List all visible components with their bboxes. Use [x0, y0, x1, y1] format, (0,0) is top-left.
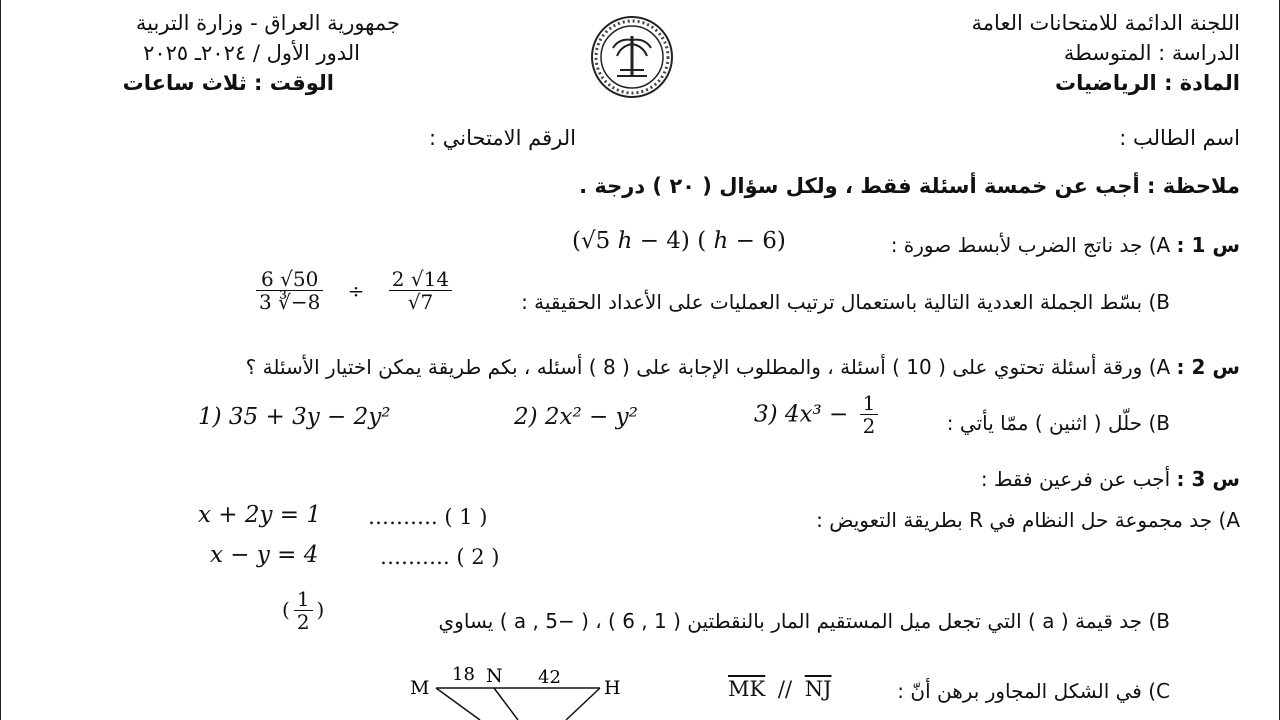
q3-a-text: A) جد مجموعة حل النظام في R بطريقة التعويض :	[816, 508, 1240, 532]
q1-b-fraction-2: $\frac{6 √50}{3 ∛-8}$	[256, 268, 323, 314]
committee-title: اللجنة الدائمة للامتحانات العامة	[971, 11, 1240, 35]
q2-item-3: 3) 4x³ − $\frac{1}{2}$	[754, 392, 882, 438]
figure-label-m: M	[410, 677, 430, 699]
ministry-seal-icon	[589, 14, 675, 100]
ministry-title: جمهورية العراق - وزارة التربية	[135, 11, 400, 35]
q1-b-expression	[252, 268, 456, 314]
exam-number-label: الرقم الامتحاني :	[429, 126, 576, 150]
figure-line-m	[436, 688, 480, 720]
q3-intro	[981, 464, 1240, 494]
q2-label: س 2 :	[1176, 355, 1240, 379]
figure-label-n: N	[486, 665, 503, 687]
q1-b-fraction-1: $\frac{2 √14}{√7}$	[389, 268, 452, 314]
q1-label: س 1 :	[1176, 233, 1240, 257]
study-level: الدراسة : المتوسطة	[1063, 41, 1240, 65]
q3-equation-1: x + 2y = 1	[198, 502, 322, 528]
figure-segment-nh: 42	[538, 667, 561, 688]
q2-item-1: 1) 35 + 3y − 2y²	[198, 404, 391, 430]
q3-equation-2-ref: ………. ( 2 )	[380, 545, 500, 569]
q1-a	[891, 230, 1240, 260]
q3-equation-1-ref: ………. ( 1 )	[368, 505, 488, 529]
committee-header	[972, 8, 1240, 98]
figure-label-h: H	[604, 677, 621, 699]
exam-note: ملاحظة : أجب عن خمسة أسئلة فقط ، ولكل سؤال ( ٢٠ ) درجة .	[579, 174, 1240, 198]
q3-b-slope-fraction: ( $\frac{1}{2}$ )	[282, 587, 325, 634]
q3-figure	[400, 660, 640, 720]
q2-item-3-fraction: $\frac{1}{2}$	[860, 392, 879, 438]
figure-segment-mn: 18	[452, 664, 475, 685]
student-name-label: اسم الطالب :	[1119, 126, 1240, 150]
q1-a-text: A) جد ناتج الضرب لأبسط صورة :	[890, 233, 1171, 257]
q3-c-relation: $\overline{MK} // \overline{NJ}$	[728, 677, 832, 701]
ministry-header	[70, 8, 400, 98]
q3-equation-2: x − y = 4	[210, 542, 319, 568]
q2-a-text: A) ورقة أسئلة تحتوي على ( 10 ) أسئلة ، والمطلوب الإجابة على ( 8 ) أسئله ، بكم طريقة يمكن اختيار الأسئلة ؟	[245, 355, 1171, 379]
q1-b-divide-operator: ÷	[347, 279, 365, 303]
exam-duration: الوقت : ثلاث ساعات	[122, 71, 334, 95]
q1-a-expression: (√5 h − 4) ( h − 6)	[572, 228, 786, 254]
q3-label: س 3 :	[1176, 467, 1240, 491]
figure-line-n	[494, 688, 518, 720]
q3-intro-text: أجب عن فرعين فقط :	[980, 467, 1171, 491]
q2-a	[246, 352, 1240, 382]
figure-line-h	[566, 688, 600, 720]
q1-b-text: B) بسّط الجملة العددية التالية باستعمال ترتيب العمليات على الأعداد الحقيقية :	[521, 290, 1170, 314]
exam-round: الدور الأول / ٢٠٢٤ـ ٢٠٢٥	[143, 41, 360, 65]
q3-c-text: C) في الشكل المجاور برهن أنّ :	[897, 679, 1170, 703]
q2-b-text: B) حلّل ( اثنين ) ممّا يأتي :	[946, 411, 1170, 435]
q2-item-2: 2) 2x² − y²	[514, 404, 638, 430]
subject: المادة : الرياضيات	[1054, 71, 1240, 95]
q3-b-text: B) جد قيمة ( a ) التي تجعل ميل المستقيم المار بالنقطتين ( 1 , 6 ) ، ( −5 , a ) يساوي	[438, 609, 1170, 633]
